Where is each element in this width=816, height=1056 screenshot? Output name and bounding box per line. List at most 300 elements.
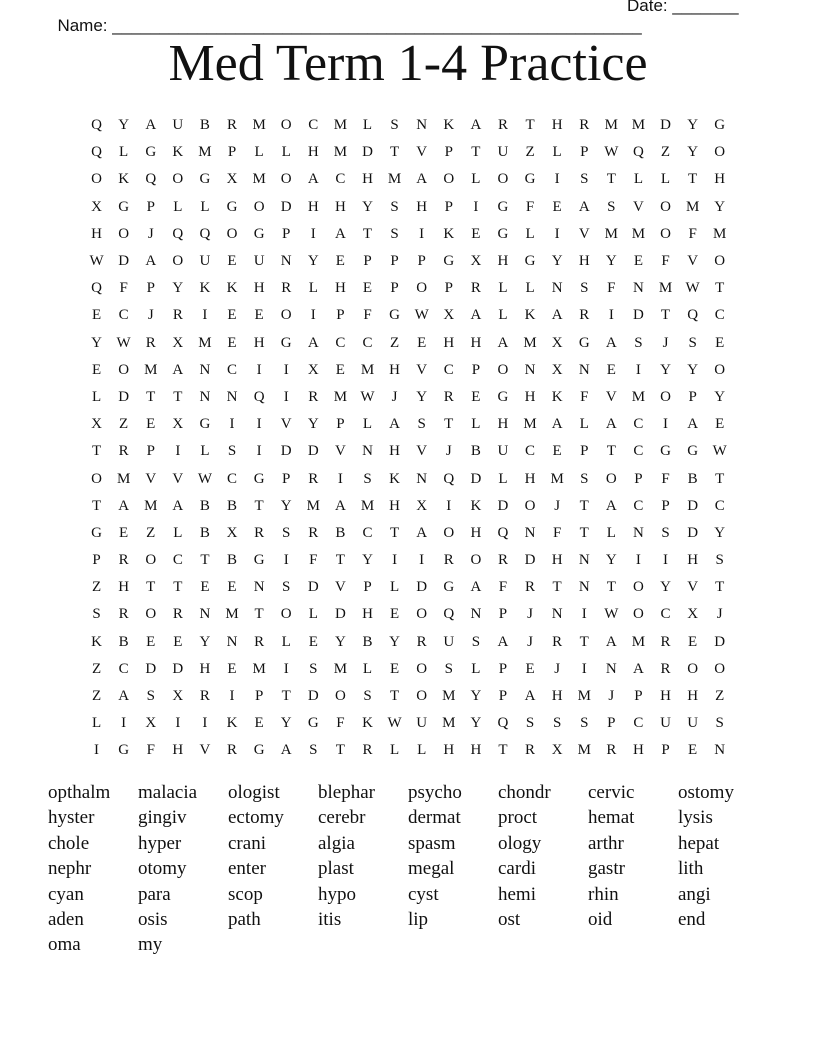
grid-letter: E	[688, 633, 698, 650]
grid-letter: V	[416, 361, 428, 378]
grid-letter: P	[688, 388, 697, 405]
grid-letter: E	[335, 361, 345, 378]
grid-letter: Y	[714, 198, 726, 215]
grid-letter: T	[579, 633, 589, 650]
grid-letter: I	[608, 307, 614, 324]
grid-letter: Q	[633, 144, 644, 161]
grid-letter: C	[443, 361, 454, 378]
grid-letter: O	[118, 361, 130, 378]
grid-letter: N	[633, 524, 644, 541]
grid-letter: C	[118, 307, 129, 324]
grid-letter: T	[660, 307, 671, 324]
grid-letter: S	[580, 280, 589, 297]
grid-letter: O	[416, 660, 428, 677]
grid-letter: A	[605, 497, 617, 514]
grid-letter: F	[309, 552, 318, 569]
grid-letter: H	[551, 552, 563, 569]
grid-letter: M	[333, 660, 348, 677]
grid-letter: O	[416, 688, 428, 705]
word-bank-item: scop	[228, 883, 263, 905]
grid-letter: Y	[714, 524, 726, 541]
grid-letter: T	[525, 117, 535, 134]
grid-letter: D	[714, 633, 726, 650]
grid-letter: A	[605, 633, 617, 650]
grid-letter: Y	[334, 633, 346, 650]
grid-letter: N	[253, 579, 265, 596]
grid-letter: Y	[687, 144, 699, 161]
grid-letter: G	[524, 253, 536, 270]
grid-letter: Y	[551, 253, 563, 270]
grid-letter: K	[551, 388, 563, 405]
grid-letter: M	[198, 334, 212, 351]
grid-letter: X	[226, 524, 238, 541]
word-bank-item: enter	[228, 858, 266, 880]
grid-letter: D	[118, 388, 130, 405]
grid-letter: I	[473, 198, 479, 215]
grid-letter: O	[470, 552, 482, 569]
grid-letter: F	[525, 198, 535, 215]
grid-letter: F	[146, 742, 155, 759]
grid-letter: J	[147, 307, 154, 324]
grid-letter: N	[362, 443, 373, 460]
grid-letter: P	[146, 280, 155, 297]
grid-letter: N	[199, 388, 211, 405]
grid-letter: U	[660, 715, 671, 732]
grid-letter: B	[335, 524, 346, 541]
word-bank-item: hyper	[138, 832, 182, 854]
grid-letter: U	[497, 443, 509, 460]
grid-letter: Y	[172, 280, 184, 297]
grid-letter: D	[497, 497, 509, 514]
grid-letter: A	[172, 361, 184, 378]
grid-letter: Y	[362, 198, 373, 215]
grid-letter: E	[91, 307, 102, 324]
grid-letter: H	[551, 117, 563, 134]
grid-letter: O	[118, 225, 130, 242]
grid-letter: E	[525, 660, 535, 677]
grid-letter: L	[660, 171, 671, 188]
grid-letter: L	[362, 416, 373, 433]
grid-letter: E	[335, 253, 345, 270]
grid-letter: L	[362, 117, 373, 134]
grid-letter: O	[280, 171, 292, 188]
grid-letter: P	[634, 470, 643, 487]
grid-letter: T	[389, 144, 400, 161]
grid-letter: H	[687, 552, 699, 569]
grid-letter: E	[227, 307, 237, 324]
grid-letter: G	[443, 579, 455, 596]
word-bank	[48, 780, 768, 958]
grid-letter: M	[333, 117, 348, 134]
grid-letter: H	[199, 660, 211, 677]
grid-letter: S	[282, 524, 291, 541]
grid-letter: Y	[307, 416, 319, 433]
grid-letter: R	[606, 742, 617, 759]
grid-letter: C	[335, 334, 346, 351]
grid-letter: Y	[714, 388, 726, 405]
grid-letter: M	[333, 144, 348, 161]
grid-letter: M	[360, 497, 375, 514]
grid-letter: N	[714, 742, 726, 759]
grid-letter: T	[552, 579, 562, 596]
word-bank-item: rhin	[588, 883, 619, 905]
grid-letter: I	[310, 307, 316, 324]
grid-letter: S	[444, 660, 453, 677]
grid-letter: Z	[91, 660, 102, 677]
grid-letter: Q	[443, 470, 455, 487]
grid-letter: W	[197, 470, 212, 487]
grid-letter: N	[226, 633, 238, 650]
word-bank-item: ostomy	[678, 782, 734, 803]
grid-letter: O	[172, 171, 184, 188]
grid-letter: L	[281, 633, 291, 650]
grid-letter: E	[227, 579, 237, 596]
grid-letter: S	[580, 171, 589, 188]
grid-letter: P	[498, 660, 508, 677]
grid-letter: Y	[687, 117, 699, 134]
grid-letter: J	[391, 388, 398, 405]
word-bank-item: blephar	[318, 782, 375, 803]
grid-letter: P	[390, 253, 399, 270]
grid-letter: L	[417, 742, 427, 759]
grid-letter: G	[253, 225, 265, 242]
grid-letter: S	[715, 715, 724, 732]
grid-letter: G	[199, 416, 211, 433]
grid-letter: I	[663, 416, 669, 433]
grid-letter: C	[118, 660, 129, 677]
grid-letter: Y	[687, 361, 699, 378]
grid-letter: D	[524, 552, 536, 569]
grid-letter: I	[175, 443, 181, 460]
grid-letter: U	[253, 253, 265, 270]
grid-letter: A	[470, 117, 482, 134]
grid-letter: A	[633, 660, 644, 677]
grid-letter: H	[172, 742, 184, 759]
word-bank-item: lith	[678, 858, 704, 880]
grid-letter: O	[687, 660, 699, 677]
grid-letter: M	[631, 225, 646, 242]
grid-letter: R	[227, 117, 238, 134]
grid-letter: L	[389, 579, 400, 596]
grid-letter: E	[362, 280, 373, 297]
grid-letter: G	[91, 524, 102, 541]
grid-letter: M	[523, 416, 537, 433]
word-bank-item: algia	[318, 832, 355, 854]
grid-letter: V	[172, 470, 184, 487]
word-bank-item: cardi	[498, 858, 536, 880]
grid-letter: J	[527, 633, 533, 650]
grid-letter: R	[145, 334, 156, 351]
grid-letter: V	[199, 742, 211, 759]
grid-letter: L	[471, 660, 481, 677]
grid-letter: M	[631, 388, 646, 405]
word-bank-item: nephr	[48, 858, 92, 880]
grid-letter: B	[687, 470, 698, 487]
grid-letter: G	[714, 117, 726, 134]
grid-letter: K	[226, 715, 238, 732]
grid-letter: N	[280, 253, 292, 270]
name-field-label: Name: ________________________________________________________	[57, 16, 642, 35]
grid-letter: U	[497, 144, 509, 161]
grid-letter: O	[226, 225, 238, 242]
grid-letter: L	[200, 443, 210, 460]
grid-letter: L	[471, 416, 481, 433]
grid-letter: V	[416, 144, 428, 161]
word-bank-item: ectomy	[228, 807, 284, 829]
grid-letter: H	[253, 280, 265, 297]
grid-letter: P	[336, 416, 345, 433]
grid-letter: D	[633, 307, 644, 324]
grid-letter: M	[252, 660, 266, 677]
grid-letter: R	[308, 524, 319, 541]
grid-letter: O	[660, 198, 671, 215]
grid-letter: H	[334, 280, 346, 297]
grid-letter: G	[199, 171, 211, 188]
grid-letter: R	[254, 633, 265, 650]
grid-letter: Z	[91, 688, 102, 705]
grid-letter: I	[419, 552, 425, 569]
grid-letter: X	[551, 334, 563, 351]
grid-letter: R	[552, 633, 563, 650]
grid-letter: F	[336, 715, 345, 732]
grid-letter: Y	[307, 253, 319, 270]
grid-letter: N	[578, 579, 590, 596]
grid-letter: F	[607, 280, 616, 297]
grid-letter: Q	[199, 225, 211, 242]
grid-letter: H	[633, 742, 644, 759]
letter-grid	[83, 112, 733, 765]
grid-letter: A	[551, 416, 563, 433]
grid-letter: C	[714, 497, 725, 514]
grid-letter: F	[580, 388, 589, 405]
grid-letter: R	[199, 688, 210, 705]
grid-letter: N	[226, 388, 238, 405]
grid-letter: X	[172, 334, 184, 351]
grid-letter: O	[714, 361, 726, 378]
word-bank-item: chondr	[498, 782, 551, 803]
grid-letter: V	[687, 253, 699, 270]
word-bank-item: osis	[138, 908, 168, 930]
grid-letter: M	[604, 225, 618, 242]
grid-letter: L	[579, 416, 589, 433]
grid-letter: V	[334, 579, 346, 596]
grid-letter: H	[389, 443, 400, 460]
grid-letter: I	[256, 416, 262, 433]
grid-letter: D	[334, 606, 346, 623]
grid-letter: T	[444, 416, 454, 433]
word-bank-item: ologist	[228, 782, 280, 803]
grid-letter: P	[282, 470, 291, 487]
grid-letter: Z	[119, 416, 129, 433]
grid-letter: E	[254, 715, 264, 732]
grid-letter: E	[715, 416, 725, 433]
grid-letter: L	[633, 171, 643, 188]
grid-letter: K	[91, 633, 102, 650]
word-bank-item: hypo	[318, 883, 356, 905]
grid-letter: O	[660, 225, 671, 242]
grid-letter: P	[146, 443, 155, 460]
grid-letter: I	[283, 552, 289, 569]
grid-letter: H	[551, 688, 563, 705]
grid-letter: R	[281, 280, 292, 297]
grid-letter: O	[633, 579, 644, 596]
grid-letter: E	[552, 198, 562, 215]
grid-letter: R	[497, 117, 508, 134]
word-bank-item: lip	[408, 908, 429, 930]
grid-letter: L	[91, 388, 102, 405]
grid-letter: D	[470, 470, 482, 487]
word-bank-item: spasm	[408, 832, 456, 854]
grid-letter: S	[552, 715, 562, 732]
grid-letter: G	[389, 307, 400, 324]
grid-letter: O	[497, 361, 509, 378]
grid-letter: H	[443, 742, 455, 759]
grid-letter: T	[688, 171, 698, 188]
grid-letter: S	[390, 117, 399, 134]
grid-letter: R	[118, 552, 129, 569]
grid-letter: Q	[497, 715, 509, 732]
grid-letter: P	[336, 307, 345, 324]
grid-letter: H	[253, 334, 265, 351]
grid-letter: F	[661, 470, 670, 487]
grid-letter: T	[335, 552, 345, 569]
grid-letter: O	[280, 117, 292, 134]
word-bank-item: arthr	[588, 832, 624, 854]
grid-letter: L	[525, 280, 535, 297]
grid-letter: A	[470, 307, 482, 324]
grid-letter: I	[94, 742, 100, 759]
grid-letter: Y	[470, 688, 482, 705]
grid-letter: R	[443, 388, 454, 405]
grid-letter: P	[580, 443, 589, 460]
grid-letter: T	[173, 388, 183, 405]
word-bank-item: hyster	[48, 807, 95, 829]
grid-letter: O	[497, 171, 509, 188]
grid-letter: Z	[146, 524, 156, 541]
grid-letter: L	[552, 144, 562, 161]
grid-letter: X	[551, 742, 563, 759]
grid-letter: A	[497, 633, 509, 650]
word-bank-item: angi	[678, 883, 711, 905]
grid-letter: M	[577, 742, 591, 759]
grid-letter: H	[660, 688, 671, 705]
grid-letter: M	[225, 606, 239, 623]
grid-letter: B	[199, 117, 210, 134]
grid-letter: T	[715, 579, 725, 596]
grid-letter: S	[688, 334, 697, 351]
grid-letter: G	[253, 742, 265, 759]
grid-letter: Q	[145, 171, 157, 188]
grid-letter: X	[145, 715, 157, 732]
grid-letter: L	[498, 307, 508, 324]
grid-letter: P	[661, 497, 670, 514]
grid-letter: L	[91, 715, 102, 732]
grid-letter: S	[580, 470, 589, 487]
grid-letter: X	[443, 307, 455, 324]
grid-letter: R	[308, 388, 319, 405]
grid-letter: M	[252, 117, 266, 134]
grid-letter: O	[280, 606, 292, 623]
grid-letter: I	[121, 715, 127, 732]
grid-letter: V	[687, 579, 699, 596]
grid-letter: H	[443, 334, 455, 351]
grid-letter: M	[360, 361, 375, 378]
grid-letter: F	[119, 280, 128, 297]
grid-letter: L	[498, 280, 508, 297]
grid-letter: L	[281, 144, 291, 161]
grid-letter: T	[715, 470, 725, 487]
word-bank-item: para	[138, 883, 171, 905]
grid-letter: F	[688, 225, 697, 242]
grid-letter: F	[661, 253, 670, 270]
grid-letter: C	[660, 606, 671, 623]
grid-letter: R	[172, 606, 183, 623]
grid-letter: S	[227, 443, 237, 460]
grid-letter: P	[607, 715, 616, 732]
grid-letter: R	[470, 280, 481, 297]
grid-letter: V	[578, 225, 590, 242]
grid-letter: O	[443, 524, 455, 541]
word-bank-item: gingiv	[138, 807, 187, 829]
grid-letter: O	[443, 171, 455, 188]
grid-letter: L	[200, 198, 210, 215]
grid-letter: G	[687, 443, 699, 460]
word-bank-item: oid	[588, 908, 613, 930]
grid-letter: S	[309, 742, 318, 759]
grid-letter: I	[554, 171, 560, 188]
grid-letter: P	[634, 688, 643, 705]
grid-letter: M	[577, 688, 591, 705]
grid-letter: X	[307, 361, 319, 378]
grid-letter: O	[660, 388, 671, 405]
grid-letter: G	[578, 334, 590, 351]
grid-letter: H	[497, 416, 509, 433]
grid-letter: T	[498, 742, 508, 759]
grid-letter: R	[579, 117, 590, 134]
grid-letter: B	[470, 443, 481, 460]
grid-letter: D	[145, 660, 157, 677]
grid-letter: S	[715, 552, 724, 569]
grid-letter: Q	[91, 280, 102, 297]
grid-letter: T	[254, 497, 264, 514]
grid-letter: U	[172, 117, 184, 134]
grid-letter: X	[172, 416, 184, 433]
grid-letter: Y	[660, 361, 671, 378]
grid-letter: A	[605, 416, 617, 433]
grid-letter: H	[578, 253, 590, 270]
word-bank-item: crani	[228, 832, 266, 854]
grid-letter: H	[470, 334, 482, 351]
grid-letter: T	[146, 388, 156, 405]
grid-letter: A	[334, 225, 346, 242]
grid-letter: T	[579, 524, 589, 541]
grid-letter: S	[471, 633, 481, 650]
grid-letter: O	[714, 144, 726, 161]
grid-letter: P	[444, 144, 453, 161]
grid-letter: S	[146, 688, 155, 705]
grid-letter: C	[633, 715, 644, 732]
grid-letter: H	[687, 688, 699, 705]
date-field-label: Date: _______	[627, 0, 739, 15]
grid-letter: H	[118, 579, 130, 596]
word-bank-item: dermat	[408, 807, 461, 829]
grid-letter: T	[606, 579, 616, 596]
grid-letter: C	[172, 552, 183, 569]
grid-letter: L	[498, 470, 508, 487]
grid-letter: O	[524, 497, 536, 514]
grid-letter: P	[363, 579, 372, 596]
grid-letter: T	[200, 552, 210, 569]
